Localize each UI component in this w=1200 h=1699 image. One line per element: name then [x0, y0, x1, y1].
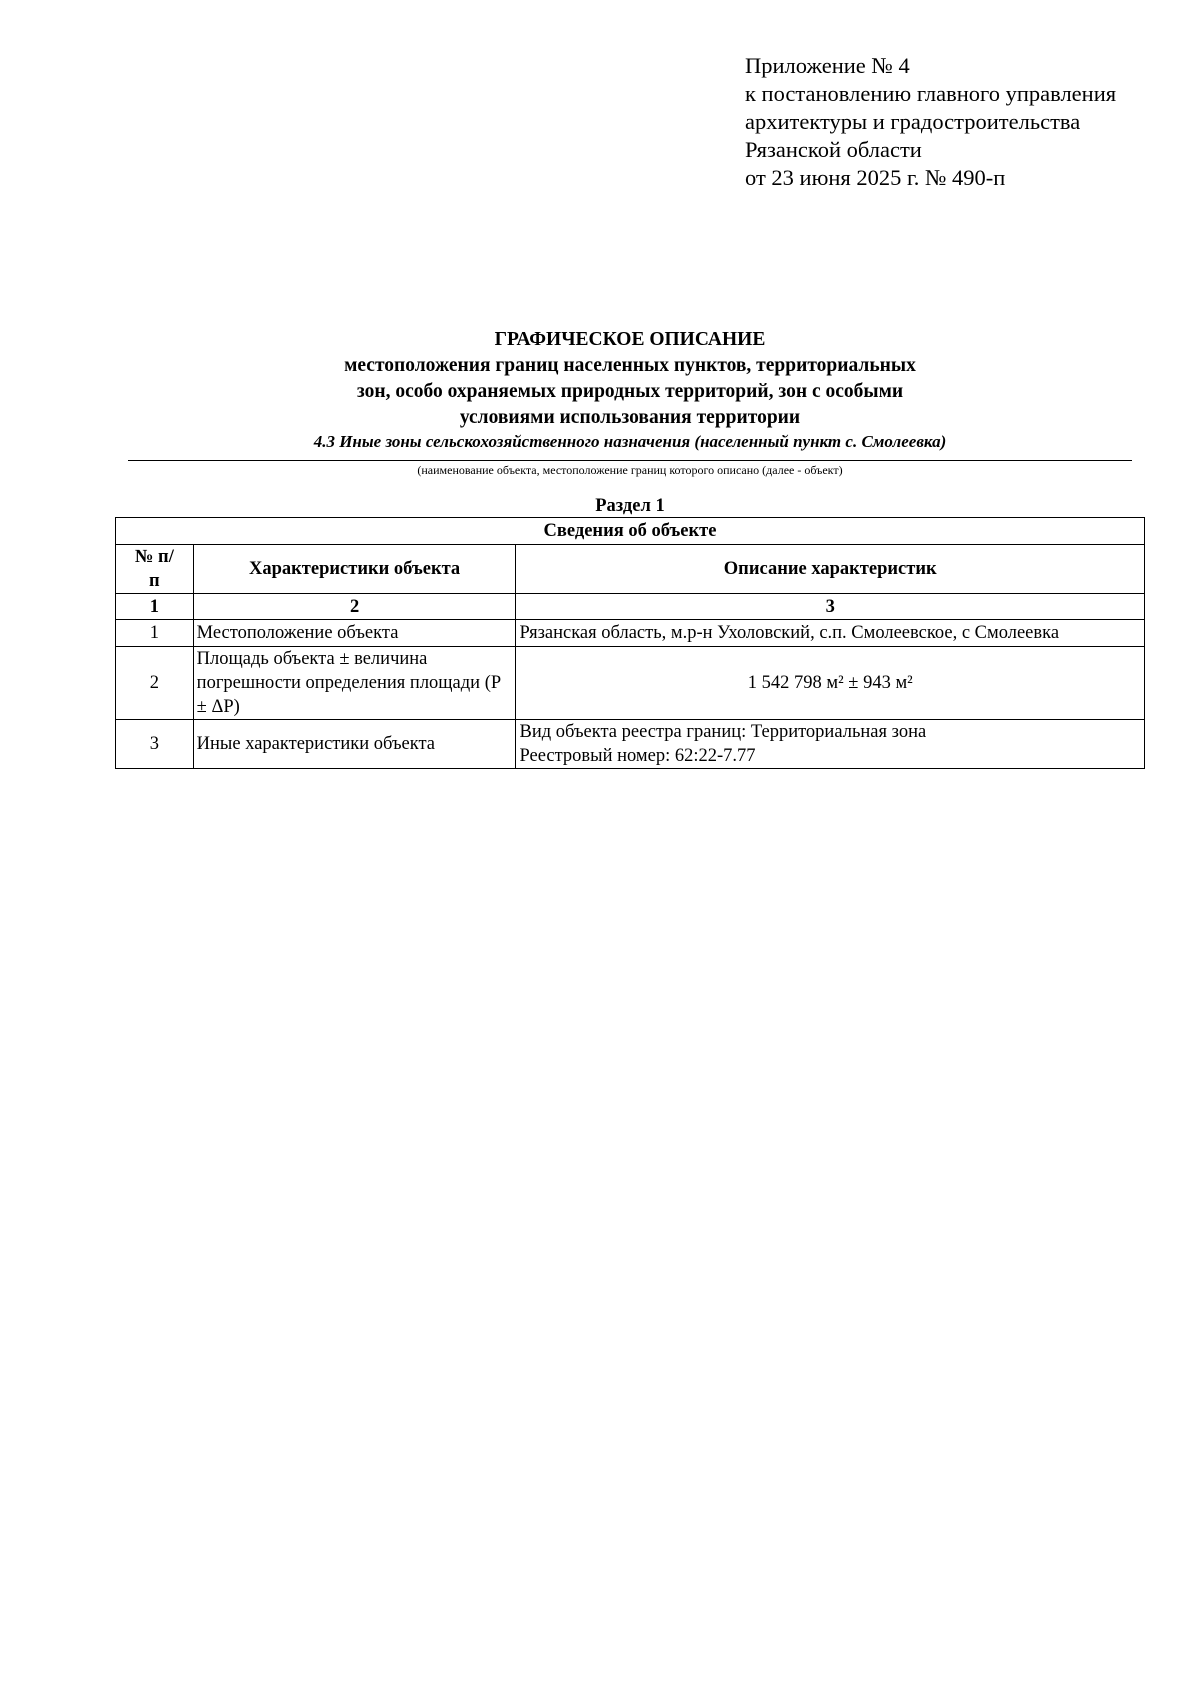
appendix-date-line: от 23 июня 2025 г. № 490-п [745, 165, 1006, 190]
row-number: 3 [116, 720, 194, 769]
document-subtitle-line-1: местоположения границ населенных пунктов, территориальных [344, 355, 916, 376]
row-characteristic: Местоположение объекта [193, 620, 516, 647]
object-name-underline [128, 460, 1132, 461]
appendix-region-line: Рязанской области [745, 137, 922, 162]
table-row [116, 647, 1145, 720]
header-characteristics: Характеристики объекта [193, 545, 516, 594]
appendix-resolution-line: к постановлению главного управления [745, 81, 1117, 106]
appendix-authority-line: архитектуры и градостроительства [745, 109, 1081, 134]
row-number: 2 [116, 647, 194, 720]
table-title: Сведения об объекте [116, 518, 1145, 545]
row-description-line-1: Вид объекта реестра границ: Территориальная зона [519, 722, 927, 742]
appendix-header [745, 52, 1116, 192]
row-characteristic: Иные характеристики объекта [193, 720, 516, 769]
appendix-number: Приложение № 4 [745, 53, 910, 78]
row-description: 1 542 798 м² ± 943 м² [516, 647, 1145, 720]
object-info-table [115, 517, 1145, 769]
header-num: № п/п [116, 545, 194, 594]
document-subtitle-line-3: условиями использования территории [459, 407, 801, 428]
row-characteristic: Площадь объекта ± величина погрешности определения площади (P ± ΔP) [193, 647, 516, 720]
row-number: 1 [116, 620, 194, 647]
column-index: 1 [116, 594, 194, 620]
table-title-row [116, 518, 1145, 545]
column-index: 2 [193, 594, 516, 620]
section-title: Раздел 1 [595, 496, 665, 516]
table-row [116, 720, 1145, 769]
document-subtitle-line-2: зон, особо охраняемых природных территорий, зон с особыми [356, 381, 904, 402]
column-index-row [116, 594, 1145, 620]
header-description: Описание характеристик [516, 545, 1145, 594]
row-description-line-2: Реестровый номер: 62:22-7.77 [519, 746, 756, 766]
document-title-block [128, 327, 1132, 453]
object-name: 4.3 Иные зоны сельскохозяйственного назначения (населенный пункт с. Смолеевка) [313, 432, 947, 451]
row-description: Рязанская область, м.р-н Ухоловский, с.п. Смолеевское, с Смолеевка [516, 620, 1145, 647]
row-description [516, 720, 1145, 769]
table-header-row [116, 545, 1145, 594]
document-title: ГРАФИЧЕСКОЕ ОПИСАНИЕ [494, 329, 766, 350]
column-index: 3 [516, 594, 1145, 620]
table-row [116, 620, 1145, 647]
object-name-caption: (наименование объекта, местоположение границ которого описано (далее - объект) [417, 463, 843, 477]
